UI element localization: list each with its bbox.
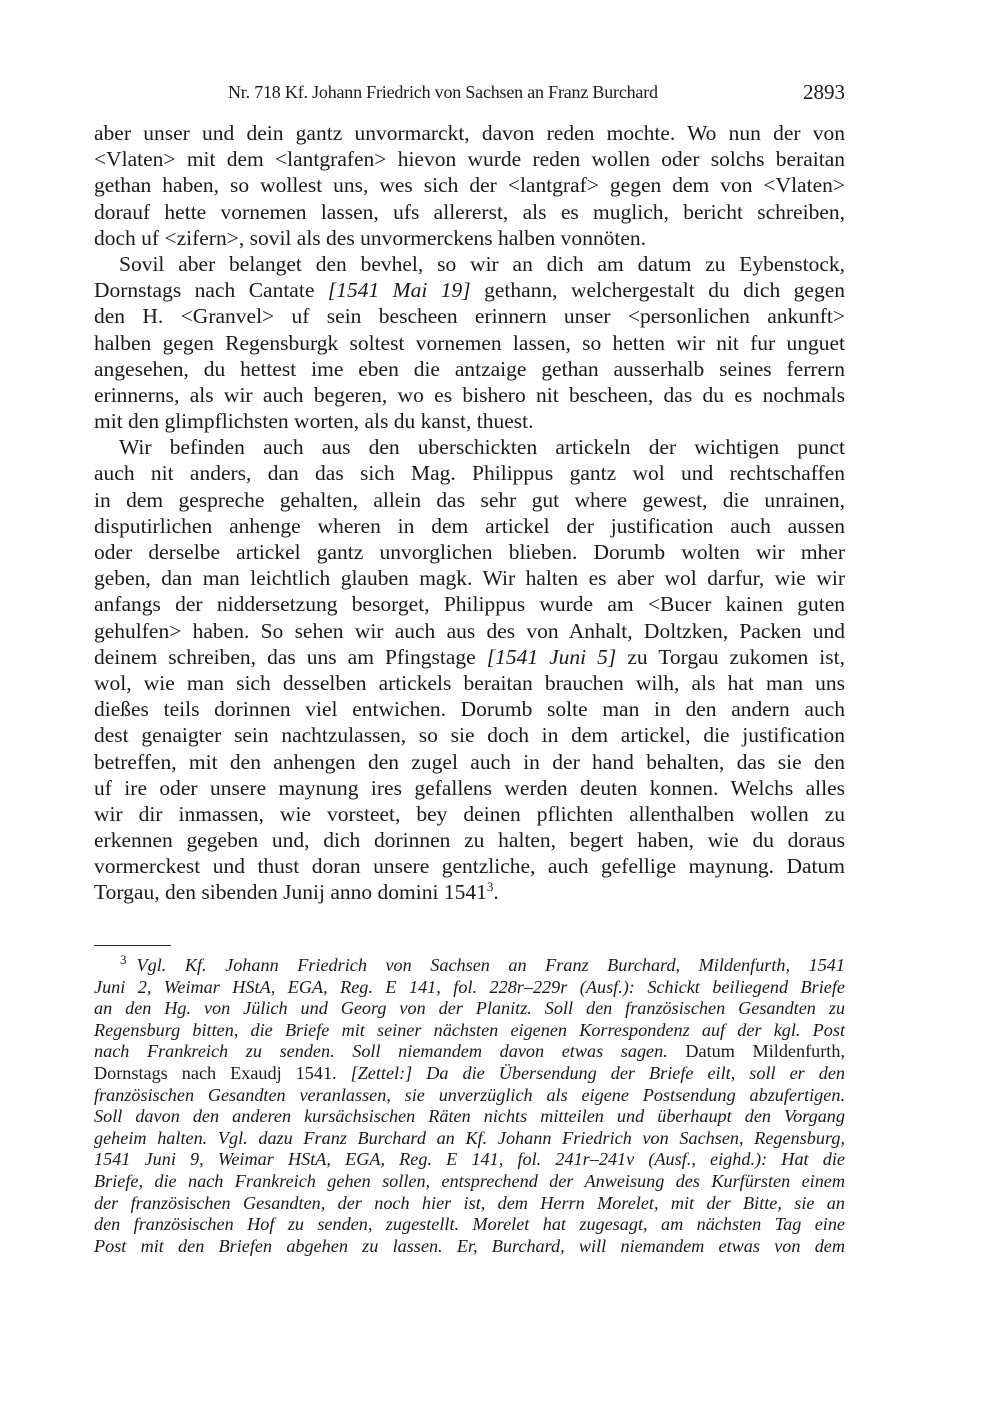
running-header (94, 80, 845, 106)
running-title: Nr. 718 Kf. Johann Friedrich von Sachsen an Franz Burchard (228, 82, 658, 102)
text-line: aber unser und dein gantz unvormarckt, davon reden mochte. Wo nun der von (94, 121, 845, 145)
text-line: mit den glimpflichsten worten, als du kanst, thuest. (94, 409, 534, 434)
text-line: auch nit anders, dan das sich Mag. Philippus gantz wol und rechtschaffen (94, 461, 845, 486)
text-line: gethan haben, so wollest uns, wes sich der <lantgraf> gegen dem von <Vlaten> (94, 173, 845, 198)
text-line: gehulfen> haben. So sehen wir auch aus des von Anhalt, Doltzken, Packen und (94, 618, 845, 643)
text-line: <Vlaten> mit dem <lantgrafen> hievon wurde reden wollen oder solchs beraitan (94, 147, 845, 172)
footnote-line: Soll davon den anderen kursächsischen Räten nichts mitteilen und überhaupt den Vorgang (94, 1106, 845, 1127)
text-segment: Vgl. Kf. Johann Friedrich von Sachsen an Franz Burchard, Mildenfurth, 1541 (136, 955, 845, 975)
text-segment: nach Frankreich zu senden. Soll niemandem davon etwas sagen. (94, 1041, 668, 1062)
footnote-number: 3 (120, 951, 127, 967)
text-line: wir dir inmassen, wie vorsteet, bey deinen pflichten allenthalben wollen zu (94, 801, 845, 826)
text-line (94, 277, 845, 303)
text-segment: Datum Mildenfurth, (667, 1041, 845, 1062)
text-segment: . (493, 880, 499, 905)
footnote-line: der französischen Gesandten, der noch hier ist, dem Herrn Morelet, mit der Bitte, sie an (94, 1192, 845, 1213)
text-segment: gethann, welchergestalt du dich gegen (470, 278, 845, 303)
text-line: disputirlichen anhenge wheren in dem artickel der justification auch aussen (94, 513, 845, 538)
footnote-line (94, 1063, 845, 1085)
text-line: oder derselbe artickel gantz unvorglichen blieben. Dorumb wolten wir mher (94, 540, 845, 564)
footnote-line: Briefe, die nach Frankreich gehen sollen, entsprechend der Anweisung des Kurfürsten einem (94, 1170, 845, 1191)
main-text (94, 120, 845, 906)
footnote-line: Juni 2, Weimar HStA, EGA, Reg. E 141, fol. 228r–229r (Ausf.): Schickt beiliegend Briefe (94, 976, 845, 997)
text-line (94, 644, 845, 670)
text-line: doch uf <zifern>, sovil als des unvormerckens halben vonnöten. (94, 225, 647, 250)
footnote-separator (94, 945, 171, 946)
text-line: uf ire oder unsere maynung ires gefallens werden deuten konnen. Welchs alles (94, 775, 845, 800)
text-line: anfangs der niddersetzung besorget, Philippus wurde am <Bucer kainen guten (94, 592, 845, 617)
page-number: 2893 (803, 80, 845, 104)
footnote-reference[interactable]: 3 (486, 879, 494, 895)
footnote-line: 1541 Juni 9, Weimar HStA, EGA, Reg. E 141, fol. 241r–241v (Ausf., eighd.): Hat die (94, 1149, 845, 1170)
footnote-line (94, 951, 845, 977)
footnote-line: Regensburg bitten, die Briefe mit seiner nächsten eigenen Korrespondenz auf der kgl. Post (94, 1019, 845, 1040)
text-line: angesehen, du hettest ime eben die antzaige gethan ausserhalb seines ferrern (94, 356, 845, 381)
text-line: Wir befinden auch aus den uberschickten artickeln der wichtigen punct (119, 435, 845, 460)
footnote-line: Post mit den Briefen abgehen zu lassen. Er, Burchard, will niemandem etwas von dem (94, 1235, 845, 1256)
text-segment: Dornstags nach Cantate (94, 278, 328, 303)
text-line: dorauf hette vornemen lassen, ufs allererst, als es muglich, bericht schreiben, (94, 199, 845, 224)
text-line: erinnerns, als wir auch begeren, wo es bishero nit bescheen, das du es nochmals (94, 382, 845, 407)
editorial-date: [1541 Juni 5] (486, 644, 617, 669)
editorial-date: [1541 Mai 19] (327, 278, 471, 303)
text-line: wol, wie man sich desselben artickels beraitan brauchen wilh, als hat man uns (94, 670, 845, 695)
text-line: betreffen, mit den anhengen den zugel auch in der hand behalten, das sie den (94, 749, 845, 774)
text-line: in dem gespreche gehalten, allein das sehr gut where gewest, die unrainen, (94, 487, 845, 512)
text-segment: Torgau, den sibenden Junij anno domini 1541 (94, 880, 487, 905)
footnote-line: an den Hg. von Jülich und Georg von der Planitz. Soll den französischen Gesandten zu (94, 998, 845, 1019)
text-line: erkennen gegeben und, dich dorinnen zu halten, begert haben, wie du doraus (94, 828, 845, 853)
footnote-line: geheim halten. Vgl. dazu Franz Burchard an Kf. Johann Friedrich von Sachsen, Regensburg, (94, 1127, 845, 1148)
text-line: Sovil aber belanget den bevhel, so wir an dich am datum zu Eybenstock, (119, 251, 845, 276)
text-line: geben, dan man leichtlich glauben magk. Wir halten es aber wol darfur, wie wir (94, 566, 845, 591)
text-segment: deinem schreiben, das uns am Pfingstage (94, 644, 487, 669)
text-segment: Dornstags nach Exaudj 1541. (94, 1062, 351, 1083)
footnote-line: den französischen Hof zu senden, zugestellt. Morelet hat zugesagt, am nächsten Tag eine (94, 1214, 845, 1235)
footnote-line: französischen Gesandten veranlassen, sie unverzüglich als eigene Postsendung abzufertigen. (94, 1084, 845, 1105)
text-segment: [Zettel:] Da die Übersendung der Briefe eilt, soll er den (350, 1062, 845, 1083)
text-line: den H. <Granvel> uf sein bescheen erinnern unser <personlichen ankunft> (94, 304, 845, 329)
footnote-line (94, 1041, 845, 1063)
text-line: dest genaigter sein nachtzulassen, so sie doch in dem artickel, die justification (94, 723, 845, 748)
footnote (94, 951, 845, 1257)
text-line: vormerckest und thust doran unsere gentzliche, auch gefellige maynung. Datum (94, 854, 845, 879)
text-line (94, 879, 845, 905)
text-segment: zu Torgau zukomen ist, (616, 644, 845, 669)
text-line: halben gegen Regensburgk soltest vornemen lassen, so hetten wir nit fur unguet (94, 330, 845, 355)
text-line: dießes teils dorinnen viel entwichen. Dorumb solte man in den andern auch (94, 697, 845, 722)
